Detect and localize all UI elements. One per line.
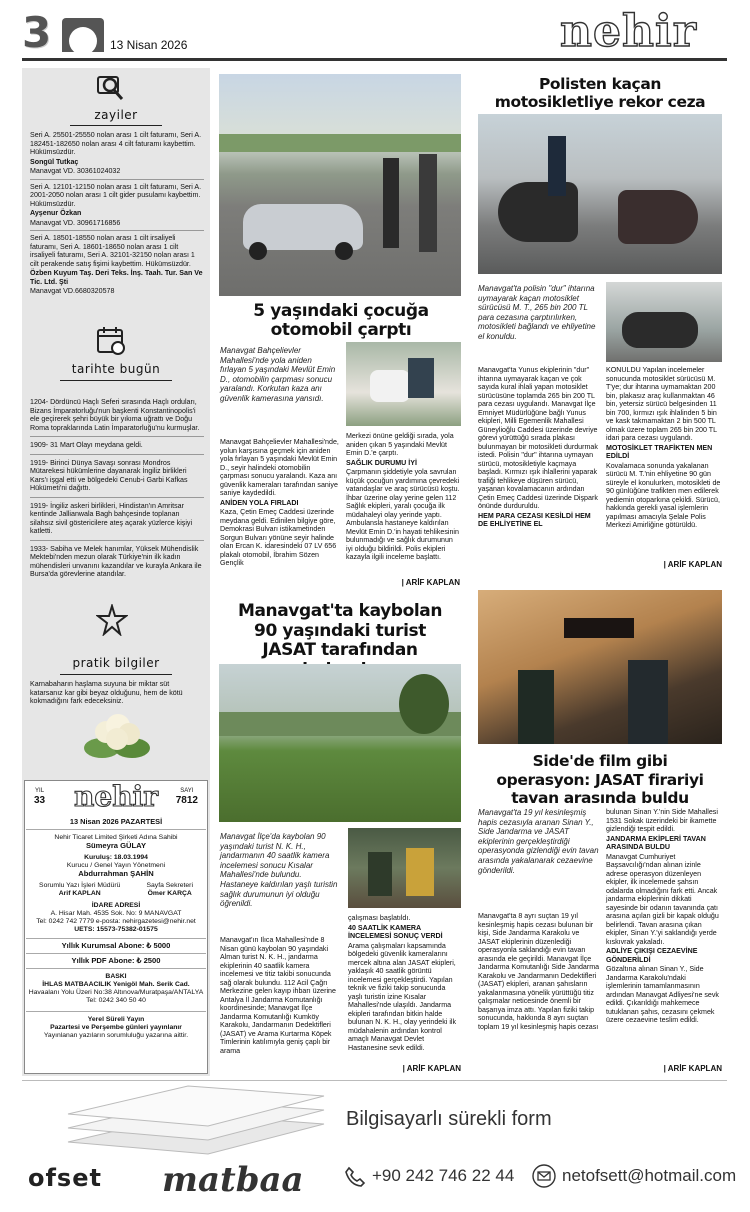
masthead-emblem (62, 18, 104, 52)
story3-body-left: Manavgat'ın Ilıca Mahallesi'nde 8 Nisan günü kaybolan 90 yaşındaki Alman turist N. K. H., jandarma ekiplerinin 40 saatlik kamera incelemesi ve titiz takibi sonucunda sağ olarak bulundu. 112 Acil Çağrı Merkezine gelen kayıp ihbarı üzerine Antalya İl Jandarma Komutanlığı koordinesinde; Manavgat İlçe Jandarma Komutanlığı Kumköy Karakolu, Jandarmanın Dedektifleri (JASAT) ve Arama Kurtarma Köpek Timlerinin katılımıyla geniş çaplı bir arama (220, 936, 336, 1055)
list-item: Seri A. 25501-25550 nolan arası 1 cilt faturamı, Seri A. 182451-182650 nolan arası 4 cilt faturamı kaybettim. Hükümsüzdür. Songül Tutkaç Manavgat VD. 30361024032 (30, 131, 202, 175)
sayi-label: SAYI (180, 788, 194, 794)
story3-body-right: çalışması başlatıldı. 40 SAATLİK KAMERA İNCELEMESİ SONUÇ VERDİ Arama çalışmaları kapsamında bölgedeki güvenlik kameralarını mercek altına alan JASAT ekipleri, yaklaşık 40 saatlik görüntü incelemesi gerçekleştirdi. Yapılan teknik ve fiziki takip sonucunda yaşlı turistin izine Kısalar Mahallesi'nde ulaşıldı. Jandarma ekipleri tarafından bitkin halde bulunan N. K. H., olay yerindeki ilk müdahalenin ardından kontrol amaçlı Manavgat Devlet Hastanesine sevk edildi. (348, 914, 457, 1052)
tarihte-list (30, 398, 204, 580)
masthead-logo: nehir (560, 6, 697, 57)
divider (60, 380, 172, 381)
list-item: 1909- 31 Mart Olayı meydana geldi. (30, 441, 143, 449)
uets: UETS: 15573-75382-01575 (74, 926, 158, 933)
story4-body-right: bulunan Sinan Y.'nin Side Mahallesi 1531 Sokak üzerindeki bir ikamette gizlendiği tespit edildi. JANDARMA EKİPLERİ TAVAN ARASINDA BULDU Manavgat Cumhuriyet Başsavcılığı'ndan alınan izinle adrese operasyon düzenleyen ekipler, ilk incelemede şahsın odalarda olmadığını fark etti. Ancak jandarma ekiplerinin dikkati sayesinde bir odanın tavanında çatı arasına açılan gizli bir kapak olduğu belirlendi. Tavan arasına çıkan ekipler, Sinan Y.'yi saklandığı yerde kıskıvrak yakaladı. ADLİYE ÇIKIŞI CEZAEVİNE GÖNDERİLDİ Gözaltına alınan Sinan Y., Side Jandarma Karakolu'ndaki işlemlerinin tamamlanmasının ardından Manavgat Adliyesi'ne sevk edildi. Çıkarıldığı mahkemece tutuklanan şahıs, cezasını çekmek üzere cezaevine teslim edildi. (606, 808, 719, 1024)
masthead-date: 13 Nisan 2026 (110, 38, 188, 52)
story1-body-left: Manavgat Bahçelievler Mahallesi'nde, yolun karşısına geçmek için aniden yola fırlayan 5 yaşındaki Mevlüt Emin D., seyir halindeki otomobilin çarpması sonucu yaralandı. Kaza anı güvenlik kameraları tarafından saniye saniye kaydedildi. ANİDEN YOLA FIRLADI Kaza, Çetin Emeç Caddesi üzerinde meydana geldi. Edinilen bilgiye göre, Demokrasi Bulvarı istikametinden Sorgun Bulvarı yönüne seyir halinde olan Ercan K. idaresindeki 07 LV 656 plakalı otomobil, İbrahim Sözen Gençlik (220, 438, 339, 567)
divider (60, 674, 172, 675)
story4-body-left: Manavgat'ta 8 ayrı suçtan 19 yıl kesinleşmiş hapis cezası bulunan bir kişi, Side Jandarma Karakolu ve JASAT ekiplerinin düzenlediği operasyonla saklandığı evin tavan arasında ele geçirildi. Manavgat İlçe Jandarma Komutanlığı Side Jandarma Karakolu ve Jandarmanın Dedektifleri (JASAT) ekipleri, aranan şahısların yakalanmasına yönelik yürüttüğü titiz çalışmalar neticesinde önemli bir başarıya imza attı. Yapılan fiziki takip sonucunda, hakkında 8 ayrı suçtan toplam 19 yıl kesinleşmiş hapis cezası (478, 912, 600, 1031)
ad-rule (22, 1080, 727, 1081)
story3-author: | ARİF KAPLAN (402, 1064, 461, 1073)
story1-body-right: Merkezi önüne geldiği sırada, yola aniden çıkan 5 yaşındaki Mevlüt Emin D.'e çarptı. SAĞLIK DURUMU İYİ Çarpmanın şiddetiyle yola savrulan küçük çocuğun yardımına çevredeki vatandaşlar ve araç sürücüsü koştu. İhbar üzerine olay yerine gelen 112 Sağlık ekipleri, yaralı çocuğa ilk müdahaleyi olay yerinde yaptı. Ambulansla hastaneye kaldırılan Mevlüt Emin D.'in hayati tehlikesinin bulunmadığı ve sağlık durumunun iyi olduğu bildirildi. Polis ekipleri kazayla ilgili inceleme başlattı. (346, 432, 460, 561)
story2-lead: Manavgat'ta polisin "dur" ihtarına uymayarak kaçan motosiklet sürücüsü M. T., 265 bin 200 TL para cezasına çarptırılırken, motosikleti bağlandı ve ehliyetine el konuldu. (478, 284, 596, 341)
yil-value: 33 (34, 795, 46, 806)
story4-lead: Manavgat'ta 19 yıl kesinleşmiş hapis cezasıyla aranan Sinan Y., Side Jandarma ve JASAT ekiplerinin gerçekleştirdiği operasyonda gizlendiği evin tavan arasında yakalanarak cezaevine gönderildi. (478, 808, 599, 875)
secretary-name: Ömer KARÇA (147, 890, 192, 897)
kunye-logo: nehir (74, 780, 158, 813)
story4-author: | ARİF KAPLAN (663, 1064, 722, 1073)
printer-tel: Tel: 0242 340 50 40 (86, 997, 146, 1004)
list-item: 1919- Birinci Dünya Savaşı sonrası Mondros Mütarekesi hükümlerine dayanarak İngiliz birlikleri Kars'ı işgal etti ve bölgedeki Cenub-i Garbi Kafkas Hükümeti'ni dağıttı. (30, 458, 188, 492)
sayi-value: 7812 (175, 795, 198, 806)
annual-subscription: Yıllık Kurumsal Abone: ₺ 5000 (26, 938, 206, 954)
printer-address: Havaalanı Yolu Üzeri No:38 Altınova/Muratpaşa/ANTALYA (28, 989, 204, 996)
masthead-rule (22, 58, 727, 61)
list-item: 1933- Sabiha ve Melek hanımlar, Yüksek Mühendislik Mektebi'nden mezun olarak Türkiye'nin ilk kadın mühendisleri unvanını kazandılar ve kurayla Ankara ile Bursa'da görevlerine atandılar. (30, 544, 202, 578)
kunye-date: 13 Nisan 2026 PAZARTESİ (26, 818, 206, 830)
story2-body-left: Manavgat'ta Yunus ekiplerinin "dur" ihtarına uymayarak kaçan ve çok sayıda kural ihlali yapan motosiklet sürücüsüne toplamda 265 bin 200 TL para cezası uygulandı. Manavgat İlçe Emniyet Müdürlüğüne bağlı Yunus ekipleri, Milli Egemenlik Mahallesi Güneylioğlu Caddesi üzerinde devriye görevi yürüttüğü sırada plakası bulunmayan bir motosikleti durdurmak istedi. Polisin "dur" ihtarına uymayan sürücü, motosikletiyle kaçmaya başladı. Kırmızı ışık ihlallerini yaparak trafiği tehlikeye düşüren sürücü, yaşanan kovalamacanın ardından Çetin Emeç Caddesi üzerinde Dişpark önünde durduruldu. HEM PARA CEZASI KESİLDİ HEM DE EHLİYETİNE EL (478, 366, 598, 528)
idea-icon (96, 604, 128, 636)
calendar-icon (95, 325, 127, 355)
responsibility: Yayınlanan yazıların sorumluluğu yazarına aittir. (43, 1032, 189, 1039)
photo-parked-motorcycle (606, 282, 722, 362)
list-item: Seri A. 12101-12150 nolan arası 1 cilt faturamı, Seri A. 2001-2050 nolan arası 1 cilt gider pusulamı kaybettim. Hükümsüzdür. Ayşenur Özkan Manavgat VD. 30961716856 (30, 182, 202, 227)
story2-author: | ARİF KAPLAN (663, 560, 722, 569)
local-label: Yerel Süreli Yayın (26, 1011, 206, 1024)
printer: İHLAS MATBAACILIK Yenigöl Mah. Serik Cad. (42, 981, 190, 988)
ad-tagline: Bilgisayarlı sürekli form (346, 1108, 552, 1130)
story1-headline: 5 yaşındaki çocuğa otomobil çarptı (253, 301, 429, 340)
ad-email: netofsett@hotmail.com (562, 1166, 737, 1185)
editor-label: Sorumlu Yazı İşleri Müdürü (39, 882, 121, 889)
owner-name: Sümeyra GÜLAY (85, 841, 147, 850)
story3-headline: Manavgat'ta kaybolan 90 yaşındaki turist JASAT tarafından (237, 601, 443, 660)
email-icon (532, 1164, 556, 1188)
page-number: 3 (22, 8, 52, 57)
story2-body-right: KONULDU Yapılan incelemeler sonucunda motosiklet sürücüsü M. T'ye; dur ihtarına uymamaktan 200 bin, plakasız araç kullanmaktan 46 bin, yetersiz sürücü belgesinden 11 bin 700, kırmızı ışık ihlalinden 5 bin ve kask takmamaktan 2 bin 500 TL olmak üzere toplam 265 bin 200 TL idari para cezası uygulandı. MOTOSİKLET TRAFİKTEN MEN EDİLDİ Kovalamaca sonunda yakalanan sürücü M. T.'nin ehliyetine 90 gün süreyle el konulurken, motosikleti de 90 günlüğüne trafikten men edilerek yediemin otoparkına çekildi. Sürücü, hakkında gerekli yasal işlemlerin yapılması amacıyla Şelale Polis Merkezi Amirliğine götürüldü. (606, 366, 721, 529)
photo-search-field (219, 664, 461, 822)
founder-label: Kurucu / Genel Yayın Yönetmeni (66, 862, 166, 869)
story2-headline: Polisten kaçan motosikletliye rekor ceza (494, 75, 706, 111)
zayiler-title: zayiler (94, 108, 138, 122)
story4-headline: Side'de film gibi operasyon: JASAT firariyi tavan arasında buldu (496, 752, 704, 807)
photo-rescue-team (348, 828, 461, 908)
contact: Tel: 0242 742 7779 e-posta: nehirgazetesi@nehir.net (36, 918, 196, 925)
pdf-subscription: Yıllık PDF Abone: ₺ 2500 (26, 954, 206, 969)
list-item: 1204- Dördüncü Haçlı Seferi sırasında Haçlı orduları, Bizans İmparatorluğu'nun başkenti Konstantinopolis'i ele geçirerek şehri büyük bir yıkıma uğrattı ve Doğu Roma topraklarında Latin İmparatorluğu'nu kurmuşlar. (30, 398, 200, 432)
founded: Kuruluş: 18.03.1994 (84, 854, 148, 861)
ad-phone: +90 242 746 22 44 (372, 1166, 515, 1185)
list-item: 1919- İngiliz askeri birlikleri, Hindistan'ın Amritsar kentinde Jallianwala Bagh bahçesinde toplanan silahsız sivil göstericilere ateş açarak yüzlerce kişiyi katletti. (30, 501, 193, 535)
address: A. Hisar Mah. 4535 Sok. No: 9 MANAVGAT (50, 910, 182, 917)
ad-brand-ofset: ofset (28, 1164, 102, 1192)
story1-author: | ARİF KAPLAN (401, 578, 460, 587)
photo-motorcycles (478, 114, 722, 274)
divider (70, 125, 162, 126)
cauliflower-image (82, 708, 152, 764)
photo-car-accident (219, 74, 461, 296)
print-title: BASKI (105, 973, 127, 980)
yil-label: YIL (35, 788, 45, 794)
story1-lead: Manavgat Bahçelievler Mahallesi'nde yola aniden fırlayan 5 yaşındaki Mevlüt Emin D., otomobilin çarpması sonucu yaralandı. Korkutan kaza anı güvenlik kamerasına yansıdı. (220, 346, 336, 403)
editor-name: Arif KAPLAN (58, 890, 101, 897)
zayiler-list (30, 131, 204, 297)
paper-stack-image (58, 1084, 328, 1158)
days: Pazartesi ve Perşembe günleri yayınlanır (50, 1024, 182, 1031)
tarihte-title: tarihte bugün (71, 362, 161, 376)
pratik-title: pratik bilgiler (72, 656, 160, 670)
photo-ambulance (346, 342, 461, 426)
owner-label: Nehir Ticaret Limited Şirketi Adına Sahibi (54, 834, 178, 841)
list-item: Seri A. 18501-18550 nolan arası 1 cilt irsaliyeli faturamı, Seri A. 18601-18650 nolan arası 1 cilt irsaliyeli faturamı, Seri A. 32101-32150 nolan arası 1 cilt perakende satış fişimi kaybettim. Hükümsüzdür. Özben Kuyum Taş. Deri Teks. İnş. Taah. Tur. San Ve Tic. Ltd. Şti Manavgat VD.6680320578 (30, 234, 203, 295)
story3-lead: Manavgat İlçe'da kaybolan 90 yaşındaki turist N. K. H., jandarmanın 40 saatlik kamera incelemesi sonucu Kısalar Mahallesi'nde bulundu. Hastaneye kaldırılan yaşlı turistin sağlık durumunun iyi olduğu öğrenildi. (220, 832, 338, 909)
search-icon (96, 74, 126, 102)
ad-brand-matbaa: matbaa (162, 1160, 304, 1200)
pratik-text: Karnabaharın haşlama suyuna bir miktar süt katarsanız kar gibi beyaz olduğunu, hem de kötü kokmadığını fark edeceksiniz. (30, 680, 183, 705)
founder-name: Abdurrahman ŞAHİN (78, 869, 154, 878)
phone-icon (344, 1166, 366, 1188)
secretary-label: Sayfa Sekreteri (146, 882, 193, 889)
address-title: İDARE ADRESİ (91, 902, 141, 909)
photo-attic-operation (478, 590, 722, 744)
